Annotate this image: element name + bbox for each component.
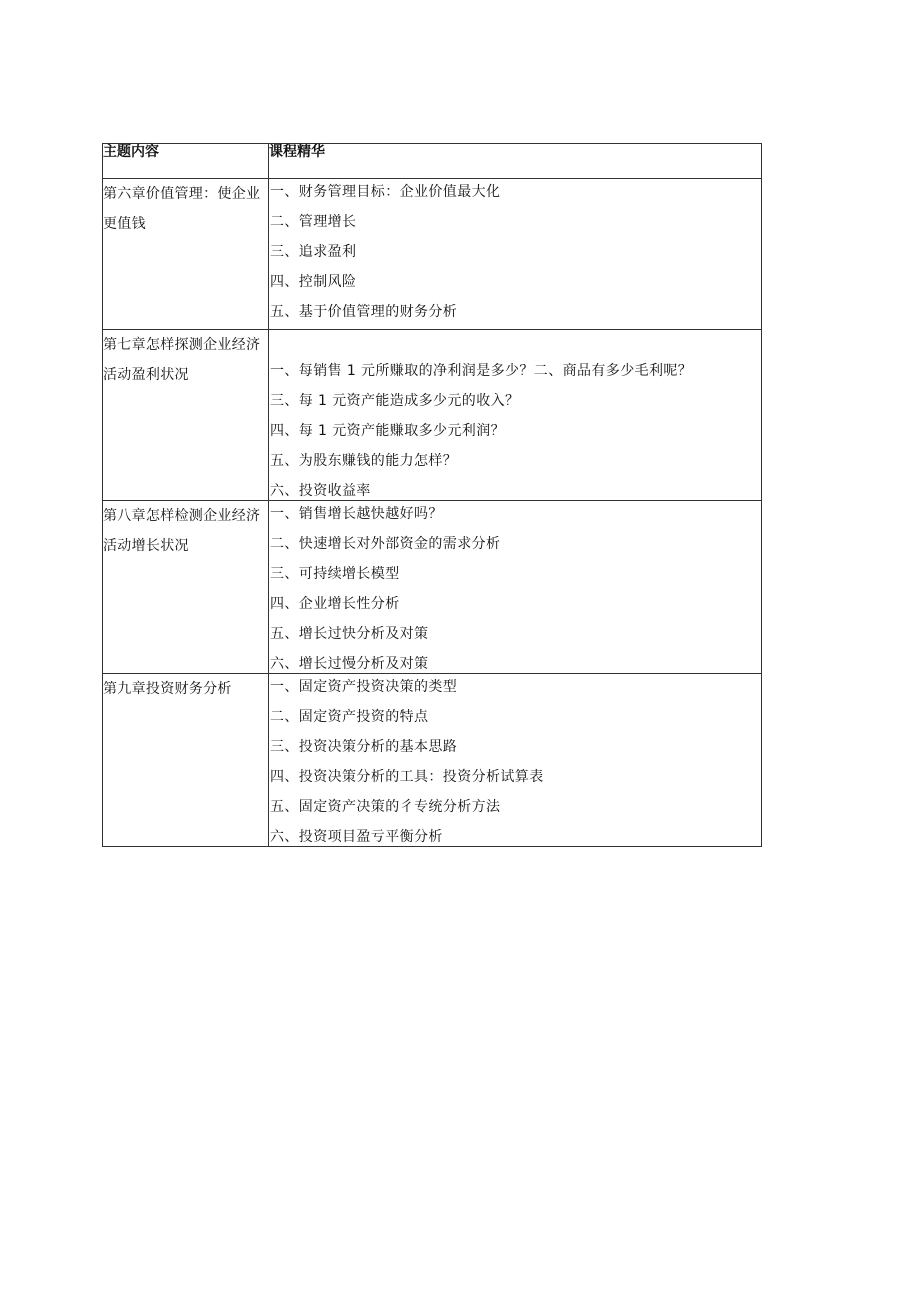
cell-spacer bbox=[269, 330, 761, 358]
list-item: 三、投资决策分析的基本思路 bbox=[270, 739, 458, 755]
list-item: 六、投资项目盈亏平衡分析 bbox=[270, 829, 443, 845]
list-item: 二、管理增长 bbox=[270, 214, 357, 230]
chapter-points bbox=[269, 330, 762, 501]
list-item: 一、每销售 1 元所赚取的净利润是多少？二、商品有多少毛利呢？ bbox=[270, 363, 693, 379]
list-item: 五、为股东赚钱的能力怎样？ bbox=[270, 453, 458, 469]
list-item: 三、可持续增长模型 bbox=[270, 566, 400, 582]
list-item: 四、控制风险 bbox=[270, 274, 357, 290]
table-row bbox=[103, 330, 762, 501]
list-item: 四、企业增长性分析 bbox=[270, 596, 400, 612]
header-row bbox=[103, 144, 762, 179]
list-item: 五、增长过快分析及对策 bbox=[270, 626, 429, 642]
list-item: 六、增长过慢分析及对策 bbox=[270, 656, 429, 672]
list-item: 四、每 1 元资产能赚取多少元利润？ bbox=[270, 423, 506, 439]
list-item: 一、财务管理目标：企业价值最大化 bbox=[270, 184, 501, 200]
list-item: 三、每 1 元资产能造成多少元的收入？ bbox=[270, 393, 520, 409]
chapter-topic: 第九章投资财务分析 bbox=[103, 674, 269, 847]
chapter-topic: 第六章价值管理：使企业更值钱 bbox=[103, 179, 269, 330]
chapter-points bbox=[269, 674, 762, 847]
header-topic: 主题内容 bbox=[103, 144, 269, 179]
table-row bbox=[103, 674, 762, 847]
chapter-topic: 第八章怎样检测企业经济活动增长状况 bbox=[103, 501, 269, 674]
list-item: 二、固定资产投资的特点 bbox=[270, 709, 429, 725]
header-essence: 课程精华 bbox=[269, 144, 762, 179]
chapter-points bbox=[269, 501, 762, 674]
list-item: 三、追求盈利 bbox=[270, 244, 357, 260]
table-row bbox=[103, 501, 762, 674]
list-item: 五、固定资产决策的彳专统分析方法 bbox=[270, 799, 501, 815]
list-item: 一、固定资产投资决策的类型 bbox=[270, 679, 458, 695]
list-item: 六、投资收益率 bbox=[270, 483, 371, 499]
chapter-topic: 第七章怎样探测企业经济活动盈利状况 bbox=[103, 330, 269, 501]
list-item: 四、投资决策分析的工具：投资分析试算表 bbox=[270, 769, 544, 785]
course-table bbox=[102, 143, 762, 847]
table-row bbox=[103, 179, 762, 330]
list-item: 二、快速增长对外部资金的需求分析 bbox=[270, 536, 501, 552]
list-item: 五、基于价值管理的财务分析 bbox=[270, 304, 458, 320]
chapter-points bbox=[269, 179, 762, 330]
list-item: 一、销售增长越快越好吗？ bbox=[270, 506, 443, 522]
